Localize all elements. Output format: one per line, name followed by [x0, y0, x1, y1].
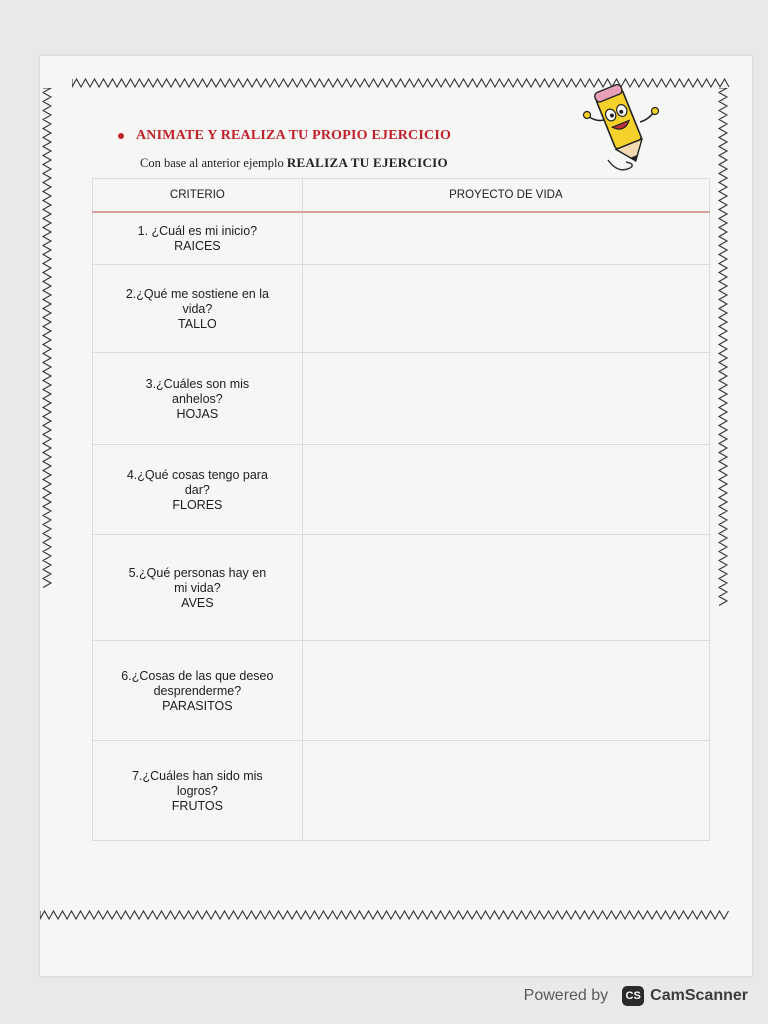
criterio-cell	[93, 444, 303, 534]
answer-text: FRUTOS	[171, 798, 223, 813]
question-line2: mi vida?	[174, 580, 221, 595]
answer-text: AVES	[181, 595, 214, 610]
subtitle-bold: REALIZA TU EJERCICIO	[286, 155, 448, 170]
question-text: 2.¿Qué me sostiene en la	[125, 286, 269, 301]
criterio-cell	[93, 740, 303, 840]
proyecto-cell[interactable]	[302, 740, 709, 840]
question-line2: desprenderme?	[153, 683, 242, 698]
powered-by-text: Powered by	[523, 987, 609, 1004]
answer-text: TALLO	[178, 316, 217, 331]
proyecto-cell[interactable]	[302, 534, 709, 640]
answer-text: FLORES	[172, 497, 223, 512]
criterio-cell	[93, 640, 303, 740]
table-row	[93, 534, 710, 640]
table-row	[93, 740, 710, 840]
worksheet-subtitle	[140, 155, 448, 171]
table-header-row	[93, 179, 710, 213]
question-line2: anhelos?	[172, 391, 223, 406]
camscanner-watermark	[524, 986, 748, 1006]
table-row	[93, 444, 710, 534]
question-text: 7.¿Cuáles han sido mis	[132, 768, 263, 783]
proyecto-cell[interactable]	[302, 212, 709, 264]
proyecto-cell[interactable]	[302, 264, 709, 352]
question-line2: logros?	[176, 783, 218, 798]
header-proyecto-de-vida: PROYECTO DE VIDA	[302, 179, 709, 213]
proyecto-cell[interactable]	[302, 640, 709, 740]
question-text: 5.¿Qué personas hay en	[128, 565, 267, 580]
question-text: 3.¿Cuáles son mis	[145, 376, 250, 391]
criteria-table	[92, 178, 710, 840]
table-row	[93, 352, 710, 444]
answer-text: PARASITOS	[162, 698, 233, 713]
criterio-cell	[93, 264, 303, 352]
zigzag-border-bottom	[40, 908, 730, 922]
answer-text: RAICES	[174, 239, 221, 254]
question-text: 4.¿Qué cosas tengo para	[126, 467, 268, 482]
proyecto-cell[interactable]	[302, 444, 709, 534]
criterio-cell	[93, 352, 303, 444]
question-line2: vida?	[182, 301, 213, 316]
bullet-icon	[118, 133, 124, 139]
camscanner-logo-icon: CS	[622, 986, 644, 1006]
question-line2: dar?	[184, 482, 210, 497]
table-row	[93, 264, 710, 352]
criterio-cell	[93, 212, 303, 264]
table-row	[93, 640, 710, 740]
table-row	[93, 212, 710, 264]
proyecto-cell[interactable]	[302, 352, 709, 444]
worksheet-title	[118, 128, 451, 144]
header-criterio: CRITERIO	[93, 179, 303, 213]
camscanner-brand: CamScanner	[650, 987, 748, 1004]
criterio-cell	[93, 534, 303, 640]
subtitle-prefix: Con base al anterior ejemplo	[140, 156, 284, 170]
zigzag-border-left	[40, 88, 54, 588]
title-text: ANIMATE Y REALIZA TU PROPIO EJERCICIO	[136, 128, 452, 143]
pencil-mascot-icon	[578, 82, 662, 183]
zigzag-border-right	[716, 88, 730, 608]
question-text: 1. ¿Cuál es mi inicio?	[137, 224, 258, 239]
question-text: 6.¿Cosas de las que deseo	[121, 668, 274, 683]
answer-text: HOJAS	[176, 406, 219, 421]
